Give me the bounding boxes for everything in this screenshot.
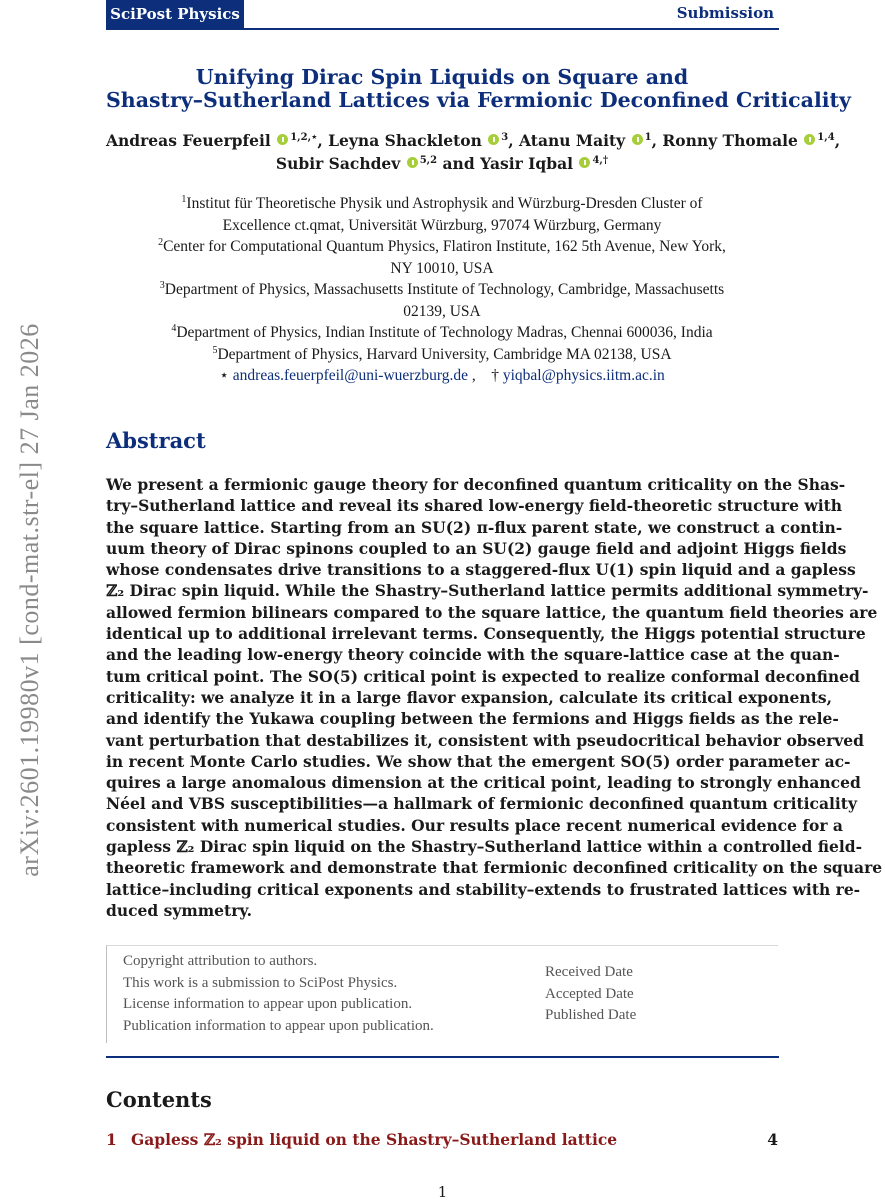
affiliation-5 xyxy=(106,344,778,366)
copyright-text: Copyright attribution to authors. xyxy=(123,953,318,969)
abstract-line: We present a fermionic gauge theory for deconfined quantum criticality on the Shas- xyxy=(106,475,846,494)
title-line-1: Unifying Dirac Spin Liquids on Square and xyxy=(195,65,689,89)
orcid-icon[interactable] xyxy=(632,134,643,145)
dates-info xyxy=(545,962,636,1027)
affil-num: 3 xyxy=(159,279,165,291)
author-separator: and xyxy=(442,154,475,173)
affil-text: Department of Physics, Indian Institute of Technology Madras, Chennai 600036, India xyxy=(176,324,713,341)
affil-num: 5 xyxy=(212,344,218,356)
abstract-line: allowed fermion bilinears compared to the square lattice, the quantum field theories are xyxy=(106,602,878,622)
abstract-line: ℤ₂ Dirac spin liquid. While the Shastry–Sutherland lattice permits additional symmetry- xyxy=(106,581,869,601)
email-separator: , xyxy=(471,367,476,384)
toc-entry-page: 4 xyxy=(767,1130,778,1149)
email-line xyxy=(106,365,778,387)
abstract-body xyxy=(106,474,883,921)
affiliation-4 xyxy=(106,322,778,344)
abstract-line: lattice–including critical exponents and stability–extends to frustrated lattices with re- xyxy=(106,879,861,899)
author-separator: , xyxy=(317,131,323,150)
author-separator: , xyxy=(834,131,841,150)
author-list xyxy=(106,129,841,175)
abstract-line: in recent Monte Carlo studies. We show that the emergent SO(5) order parameter ac- xyxy=(106,751,851,771)
affil-text: Department of Physics, Harvard University, Cambridge MA 02138, USA xyxy=(217,345,672,363)
affiliation-3-cont: 02139, USA xyxy=(403,302,481,320)
author-name: Atanu Maity xyxy=(519,131,626,150)
abstract-heading: Abstract xyxy=(106,428,206,453)
affiliation-1-cont: Excellence ct.qmat, Universität Würzburg, 97074 Würzburg, Germany xyxy=(222,216,662,234)
affiliation-1 xyxy=(106,193,778,215)
author-name: Yasir Iqbal xyxy=(480,154,574,173)
section-rule xyxy=(106,1056,779,1058)
affil-text: Department of Physics, Massachusetts Institute of Technology, Cambridge, Massachusetts xyxy=(164,281,725,298)
affil-num: 2 xyxy=(158,236,164,248)
author-name: Leyna Shackleton xyxy=(328,131,482,150)
abstract-line: and identify the Yukawa coupling between the fermions and Higgs fields as the rele- xyxy=(106,709,839,729)
author-affil-sup: 1 xyxy=(644,131,652,143)
submission-text: This work is a submission to SciPost Physics. xyxy=(123,974,398,991)
author-separator: , xyxy=(651,131,657,150)
publication-info-box xyxy=(106,945,778,1043)
author-line-1 xyxy=(106,129,841,152)
affiliation-3 xyxy=(106,279,778,301)
abstract-line: duced symmetry. xyxy=(106,900,252,920)
author-affil-sup: 1,4 xyxy=(817,131,835,143)
orcid-icon[interactable] xyxy=(407,157,418,168)
abstract-line: criticality: we analyze it in a large flavor expansion, calculate its critical exponents, xyxy=(106,687,832,707)
affiliation-2 xyxy=(106,236,778,258)
page-number: 1 xyxy=(437,1183,448,1201)
affil-text: Center for Computational Quantum Physics, Flatiron Institute, 162 5th Avenue, New York, xyxy=(163,238,726,255)
author-name: Subir Sachdev xyxy=(275,154,401,173)
license-info xyxy=(123,951,434,1037)
license-text: License information to appear upon publication. xyxy=(123,996,413,1012)
journal-badge[interactable]: SciPost Physics xyxy=(106,0,244,28)
abstract-line: identical up to additional irrelevant terms. Consequently, the Higgs potential structure xyxy=(106,624,866,644)
email-link-2[interactable]: yiqbal@physics.iitm.ac.in xyxy=(502,367,665,384)
affil-num: 4 xyxy=(171,322,177,334)
author-affil-sup: 4,† xyxy=(592,154,609,166)
author-line-2 xyxy=(106,152,778,175)
author-affil-sup: 5,2 xyxy=(419,154,438,166)
star-marker: ⋆ xyxy=(219,367,229,384)
author-affil-sup: 3 xyxy=(501,131,509,143)
abstract-line: theoretic framework and demonstrate that fermionic deconfined criticality on the square xyxy=(106,858,883,878)
abstract-line: the square lattice. Starting from an SU(2) π-flux parent state, we construct a contin- xyxy=(106,517,843,537)
dagger-marker: † xyxy=(491,367,499,384)
arxiv-stamp[interactable]: arXiv:2601.19980v1 [cond-mat.str-el] 27 Jan 2026 xyxy=(15,323,44,877)
accepted-date: Accepted Date xyxy=(545,985,634,1002)
contents-heading: Contents xyxy=(106,1087,212,1112)
affiliations xyxy=(106,193,778,387)
orcid-icon[interactable] xyxy=(488,134,499,145)
author-separator: , xyxy=(508,131,514,150)
abstract-line: Néel and VBS susceptibilities—a hallmark of fermionic deconfined quantum criticality xyxy=(106,794,857,814)
orcid-icon[interactable] xyxy=(804,134,815,145)
affiliation-2-cont: NY 10010, USA xyxy=(390,259,494,277)
orcid-icon[interactable] xyxy=(579,157,590,168)
abstract-line: uum theory of Dirac spinons coupled to an SU(2) gauge field and adjoint Higgs fields xyxy=(106,538,847,558)
submission-label: Submission xyxy=(676,4,774,22)
paper-title xyxy=(106,65,851,112)
abstract-line: quires a large anomalous dimension at the critical point, leading to strongly enhanced xyxy=(106,773,861,793)
abstract-line: vant perturbation that destabilizes it, consistent with pseudocritical behavior observed xyxy=(106,730,864,750)
title-line-2: Shastry–Sutherland Lattices via Fermionic Deconfined Criticality xyxy=(106,88,851,112)
abstract-line: gapless ℤ₂ Dirac spin liquid on the Shastry–Sutherland lattice within a controlled field- xyxy=(106,837,863,857)
author-affil-sup: 1,2,⋆ xyxy=(290,131,318,143)
publication-text: Publication information to appear upon publication. xyxy=(123,1017,434,1034)
toc-entry-title[interactable]: Gapless ℤ₂ spin liquid on the Shastry–Sutherland lattice xyxy=(131,1130,618,1149)
orcid-icon[interactable] xyxy=(277,134,288,145)
abstract-line: tum critical point. The SO(5) critical point is expected to realize conformal deconfined xyxy=(106,666,860,686)
email-link-1[interactable]: andreas.feuerpfeil@uni-wuerzburg.de xyxy=(232,367,468,384)
affil-num: 1 xyxy=(181,193,187,205)
author-name: Ronny Thomale xyxy=(662,131,798,150)
abstract-line: whose condensates drive transitions to a staggered-flux U(1) spin liquid and a gapless xyxy=(106,560,856,580)
abstract-line: and the leading low-energy theory coincide with the square-lattice case at the quan- xyxy=(106,645,840,665)
affil-text: Institut für Theoretische Physik und Astrophysik and Würzburg-Dresden Cluster of xyxy=(186,195,703,212)
published-date: Published Date xyxy=(545,1007,637,1023)
author-name: Andreas Feuerpfeil xyxy=(106,131,271,150)
header-rule xyxy=(106,28,779,30)
abstract-line: try–Sutherland lattice and reveal its shared low-energy field-theoretic structure with xyxy=(106,496,843,516)
received-date: Received Date xyxy=(545,964,633,980)
abstract-line: consistent with numerical studies. Our results place recent numerical evidence for a xyxy=(106,815,843,835)
toc-entry-number[interactable]: 1 xyxy=(106,1130,117,1149)
